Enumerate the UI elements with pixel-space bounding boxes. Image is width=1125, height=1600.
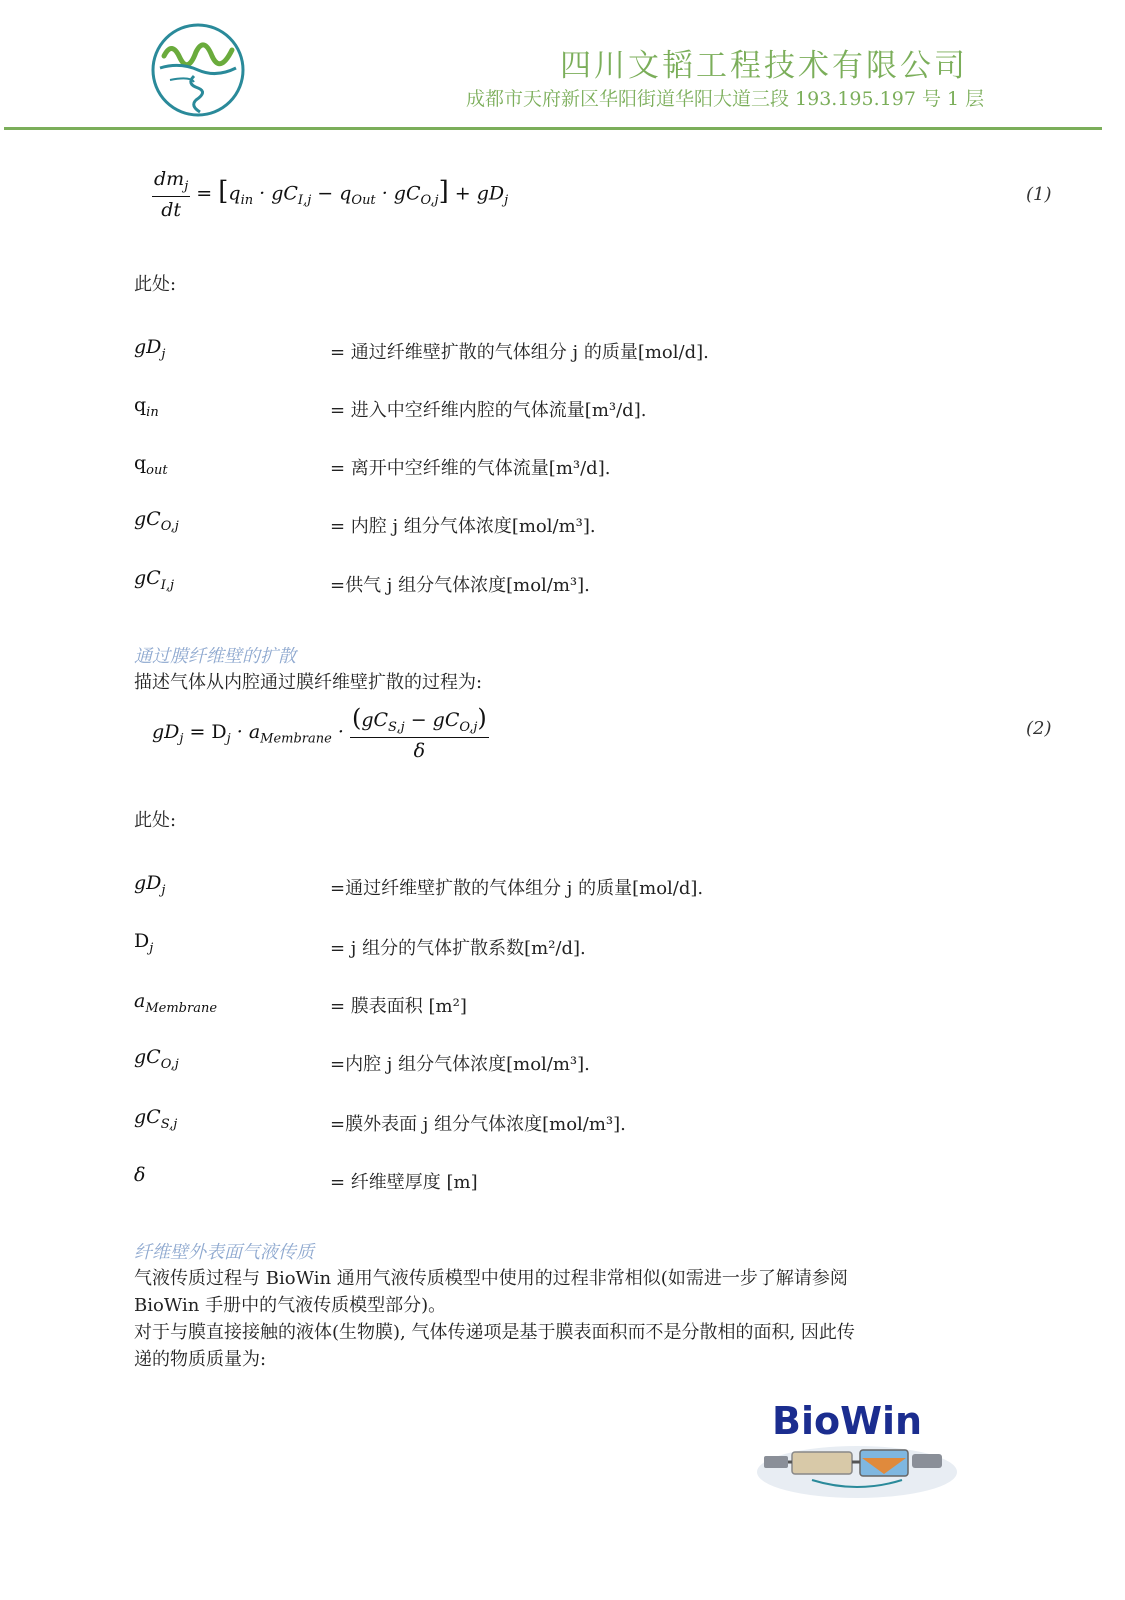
equation-2-number: (2) — [1026, 718, 1052, 739]
symbol-qin: $q_{in}$ — [134, 394, 159, 420]
definition-text: =内腔 j 组分气体浓度[mol/m³]. — [330, 1054, 590, 1075]
symbol-qout: $q_{out}$ — [134, 452, 168, 478]
company-address: 成都市天府新区华阳街道华阳大道三段 193.195.197 号 1 层 — [466, 88, 985, 110]
definition-text: = 纤维壁厚度 [m] — [330, 1172, 478, 1193]
symbol-gCSj: $gC_{S,j}$ — [134, 1106, 178, 1132]
equation-1: $\frac{dm_j}{dt}$ = $[q_{in} \cdot gC_{I,j} - q_{Out} \cdot gC_{O,j}] + gD_j$ — [154, 168, 509, 221]
where-label: 此处: — [134, 274, 177, 295]
biowin-logo — [752, 1392, 962, 1502]
symbol-Dj: $D_j$ — [134, 930, 154, 956]
equation-2: $gD_j = D_j \cdot a_{Membrane}$ · $\frac{(gC_{S,j} - gC_{O,j})}{\delta}$ — [152, 704, 487, 762]
where-label: 此处: — [134, 810, 177, 831]
section-intro: 描述气体从内腔通过膜纤维壁扩散的过程为: — [134, 672, 483, 693]
symbol-delta: δ — [134, 1164, 146, 1186]
paragraph-line: 递的物质质量为: — [134, 1349, 267, 1370]
definition-text: =供气 j 组分气体浓度[mol/m³]. — [330, 575, 590, 596]
paragraph-line: BioWin 手册中的气液传质模型部分)。 — [134, 1295, 447, 1316]
definition-text: = j 组分的气体扩散系数[m²/d]. — [330, 938, 586, 959]
symbol-gCIj: $gC_{I,j}$ — [134, 567, 175, 593]
header-divider — [4, 127, 1102, 130]
symbol-gDj: $gD_j$ — [134, 336, 166, 362]
section-heading: 通过膜纤维壁的扩散 — [134, 646, 296, 667]
definition-text: = 内腔 j 组分气体浓度[mol/m³]. — [330, 516, 596, 537]
svg-text:BioWin: BioWin — [772, 1399, 923, 1443]
definition-text: = 离开中空纤维的气体流量[m³/d]. — [330, 458, 611, 479]
symbol-aMembrane: $a_{Membrane}$ — [134, 990, 218, 1016]
definition-text: = 膜表面积 [m²] — [330, 996, 467, 1017]
symbol-gCOj: $gC_{O,j}$ — [134, 508, 179, 534]
equation-1-number: (1) — [1026, 184, 1052, 205]
company-name: 四川文韬工程技术有限公司 — [560, 48, 968, 84]
definition-text: = 通过纤维壁扩散的气体组分 j 的质量[mol/d]. — [330, 342, 709, 363]
definition-text: = 进入中空纤维内腔的气体流量[m³/d]. — [330, 400, 647, 421]
paragraph-line: 气液传质过程与 BioWin 通用气液传质模型中使用的过程非常相似(如需进一步了解请参阅 — [134, 1268, 848, 1289]
symbol-gCOj: $gC_{O,j}$ — [134, 1046, 179, 1072]
section-heading: 纤维壁外表面气液传质 — [134, 1242, 314, 1263]
definition-text: =膜外表面 j 组分气体浓度[mol/m³]. — [330, 1114, 626, 1135]
paragraph-line: 对于与膜直接接触的液体(生物膜), 气体传递项是基于膜表面积而不是分散相的面积, 因此传 — [134, 1322, 855, 1343]
definition-text: =通过纤维壁扩散的气体组分 j 的质量[mol/d]. — [330, 878, 704, 899]
company-logo — [150, 22, 246, 118]
symbol-gDj: $gD_j$ — [134, 872, 166, 898]
